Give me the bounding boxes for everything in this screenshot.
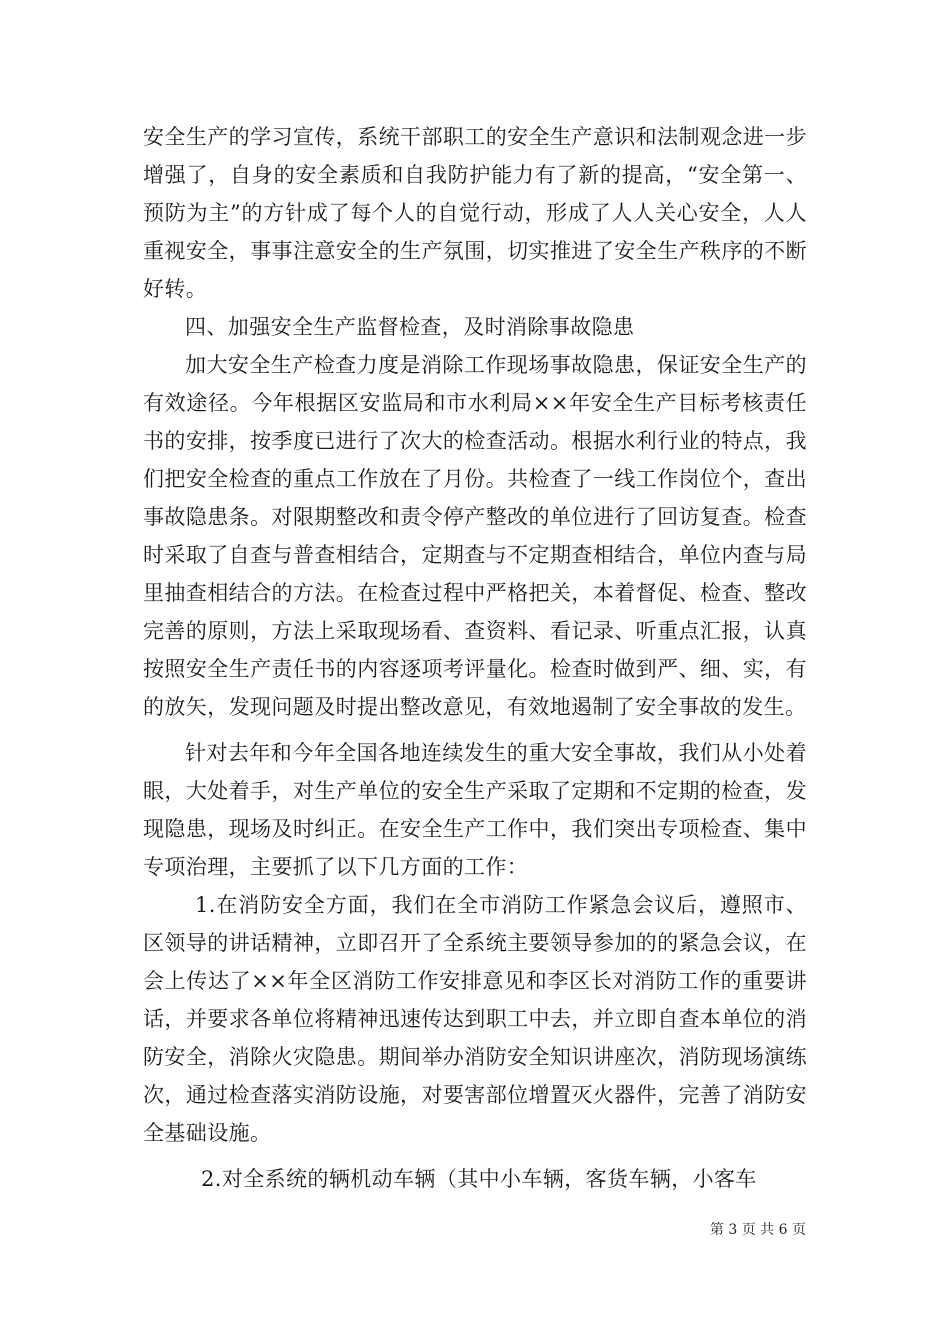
section-heading-supervision: 四、加强安全生产监督检查，及时消除事故隐患 [185, 315, 635, 339]
paragraph-safety-publicity: 安全生产的学习宣传，系统干部职工的安全生产意识和法制观念进一步增强了，自身的安全素质和自我防护能力有了新的提高，“安全第一、预防为主”的方针成了每个人的自觉行动，形成了人人关心安全，人人重视安全，事事注意安全的生产氛围，切实推进了安全生产秩序的不断好转。 [143, 125, 807, 301]
paragraph-special-inspection: 针对去年和今年全国各地连续发生的重大安全事故，我们从小处着眼，大处着手，对生产单位的安全生产采取了定期和不定期的检查，发现隐患，现场及时纠正。在安全生产工作中，我们突出专项检查、集中专项治理，主要抓了以下几方面的工作： [143, 741, 807, 879]
page-number-footer: 第 3 页 共 6 页 [709, 1222, 806, 1238]
list-item-vehicles: 2.对全系统的辆机动车辆（其中小车辆，客货车辆，小客车 [201, 1167, 757, 1191]
list-item-fire-safety: 1.在消防安全方面，我们在全市消防工作紧急会议后，遵照市、区领导的讲话精神，立即召开了全系统主要领导参加的的紧急会议，在会上传达了××年全区消防工作安排意见和李区长对消防工作的重要讲话，并要求各单位将精神迅速传达到职工中去，并立即自查本单位的消防安全，消除火灾隐患。期间举办消防安全知识讲座次，消防现场演练次，通过检查落实消防设施，对要害部位增置灭火器件，完善了消防安全基础设施。 [143, 893, 807, 1145]
paragraph-inspection-effort: 加大安全生产检查力度是消除工作现场事故隐患，保证安全生产的有效途径。今年根据区安监局和市水利局××年安全生产目标考核责任书的安排，按季度已进行了次大的检查活动。根据水利行业的特点，我们把安全检查的重点工作放在了月份。共检查了一线工作岗位个，查出事故隐患条。对限期整改和责令停产整改的单位进行了回访复查。检查时采取了自查与普查相结合，定期查与不定期查相结合，单位内查与局里抽查相结合的方法。在检查过程中严格把关，本着督促、检查、整改完善的原则，方法上采取现场看、查资料、看记录、听重点汇报，认真按照安全生产责任书的内容逐项考评量化。检查时做到严、细、实，有的放矢，发现问题及时提出整改意见，有效地遏制了安全事故的发生。 [143, 353, 807, 719]
document-body [143, 118, 807, 1198]
